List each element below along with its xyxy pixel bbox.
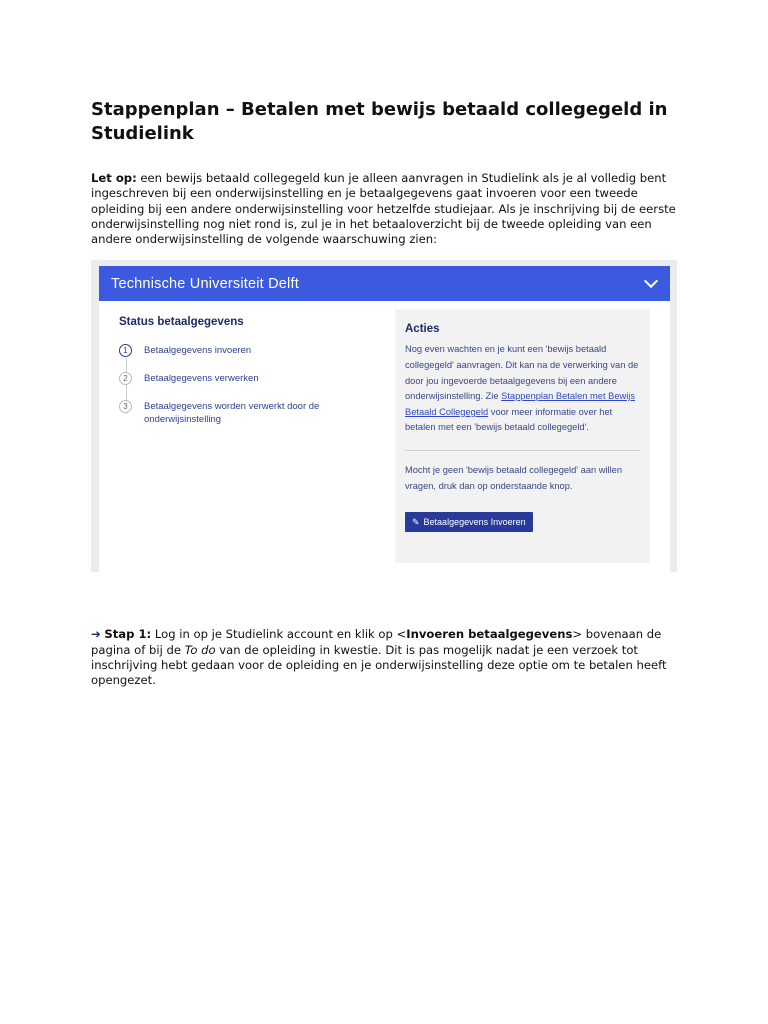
step-label: Betaalgegevens invoeren: [144, 345, 252, 357]
step-1-text-a: Log in op je Studielink account en klik op <: [151, 627, 407, 642]
studielink-panel: [99, 266, 670, 572]
step-1-bold: Invoeren betaalgegevens: [406, 627, 573, 642]
step-number: 3: [119, 400, 132, 413]
step-label: Betaalgegevens worden verwerkt door de onderwijsinstelling: [144, 401, 320, 426]
intro-text: een bewijs betaald collegegeld kun je alleen aanvragen in Studielink als je al volledig bent ingeschreven bij een onderwijsinstelling en je betaalgegevens gaat invoeren voor een tweede opleiding bij een andere onderwijsinstelling voor hetzelfde studiejaar. Als je inschrijving bij de eerste onderwijsinstelling nog niet rond is, zul je in het betaaloverzicht bij de tweede opleiding van een andere onderwijsinstelling de volgende waarschuwing zien:: [91, 171, 676, 247]
status-step: [119, 400, 369, 426]
status-step: [119, 344, 369, 357]
step-1-paragraph: [91, 627, 677, 688]
button-label: Betaalgegevens Invoeren: [423, 517, 526, 528]
step-number: 1: [119, 344, 132, 357]
acties-text-end: voor meer informatie over het betalen met een 'bewijs betaald collegegeld'.: [405, 406, 613, 433]
arrow-right-icon: ➔: [91, 627, 101, 642]
status-title: Status betaalgegevens: [119, 316, 244, 329]
acties-hint: Mocht je geen 'bewijs betaald collegegeld' aan willen vragen, druk dan op onderstaande knop.: [405, 465, 623, 491]
intro-paragraph: [91, 171, 677, 247]
step-1-text-b: > bovenaan de pagina of bij de: [91, 627, 662, 657]
stappenplan-link[interactable]: Stappenplan Betalen met Bewijs Betaald Collegegeld: [405, 391, 635, 417]
acties-message: [405, 342, 640, 436]
divider: [405, 450, 640, 451]
step-number: 2: [119, 372, 132, 385]
intro-label: Let op:: [91, 171, 137, 185]
embedded-screenshot: [91, 260, 677, 572]
step-1-label: Stap 1:: [104, 627, 152, 642]
betaalgegevens-invoeren-button[interactable]: [405, 512, 533, 532]
chevron-down-icon[interactable]: [644, 274, 658, 288]
status-section: [119, 316, 369, 441]
status-steps: [119, 344, 369, 426]
acties-title: Acties: [405, 323, 440, 336]
step-1-text-c: van de opleiding in kwestie. Dit is pas mogelijk nadat je een verzoek tot inschrijving hebt gedaan voor de opleiding en je onderwijsinstelling deze optie om te betalen heeft opengezet.: [91, 642, 667, 688]
step-label: Betaalgegevens verwerken: [144, 373, 259, 385]
acties-text: Nog even wachten en je kunt een 'bewijs betaald collegegeld' aanvragen. Dit kan na de verwerking van de door jou ingevoerde betaalgegevens bij een andere onderwijsinstelling. Zie: [405, 344, 639, 402]
pencil-icon: ✎: [412, 516, 420, 527]
acties-panel: [395, 309, 650, 563]
step-1-italic: To do: [184, 642, 216, 657]
institution-name: Technische Universiteit Delft: [111, 275, 299, 292]
institution-header[interactable]: [99, 266, 670, 301]
page-title: Stappenplan – Betalen met bewijs betaald collegegeld in Studielink: [91, 99, 668, 144]
document-page: [91, 98, 677, 700]
status-step: [119, 372, 369, 385]
